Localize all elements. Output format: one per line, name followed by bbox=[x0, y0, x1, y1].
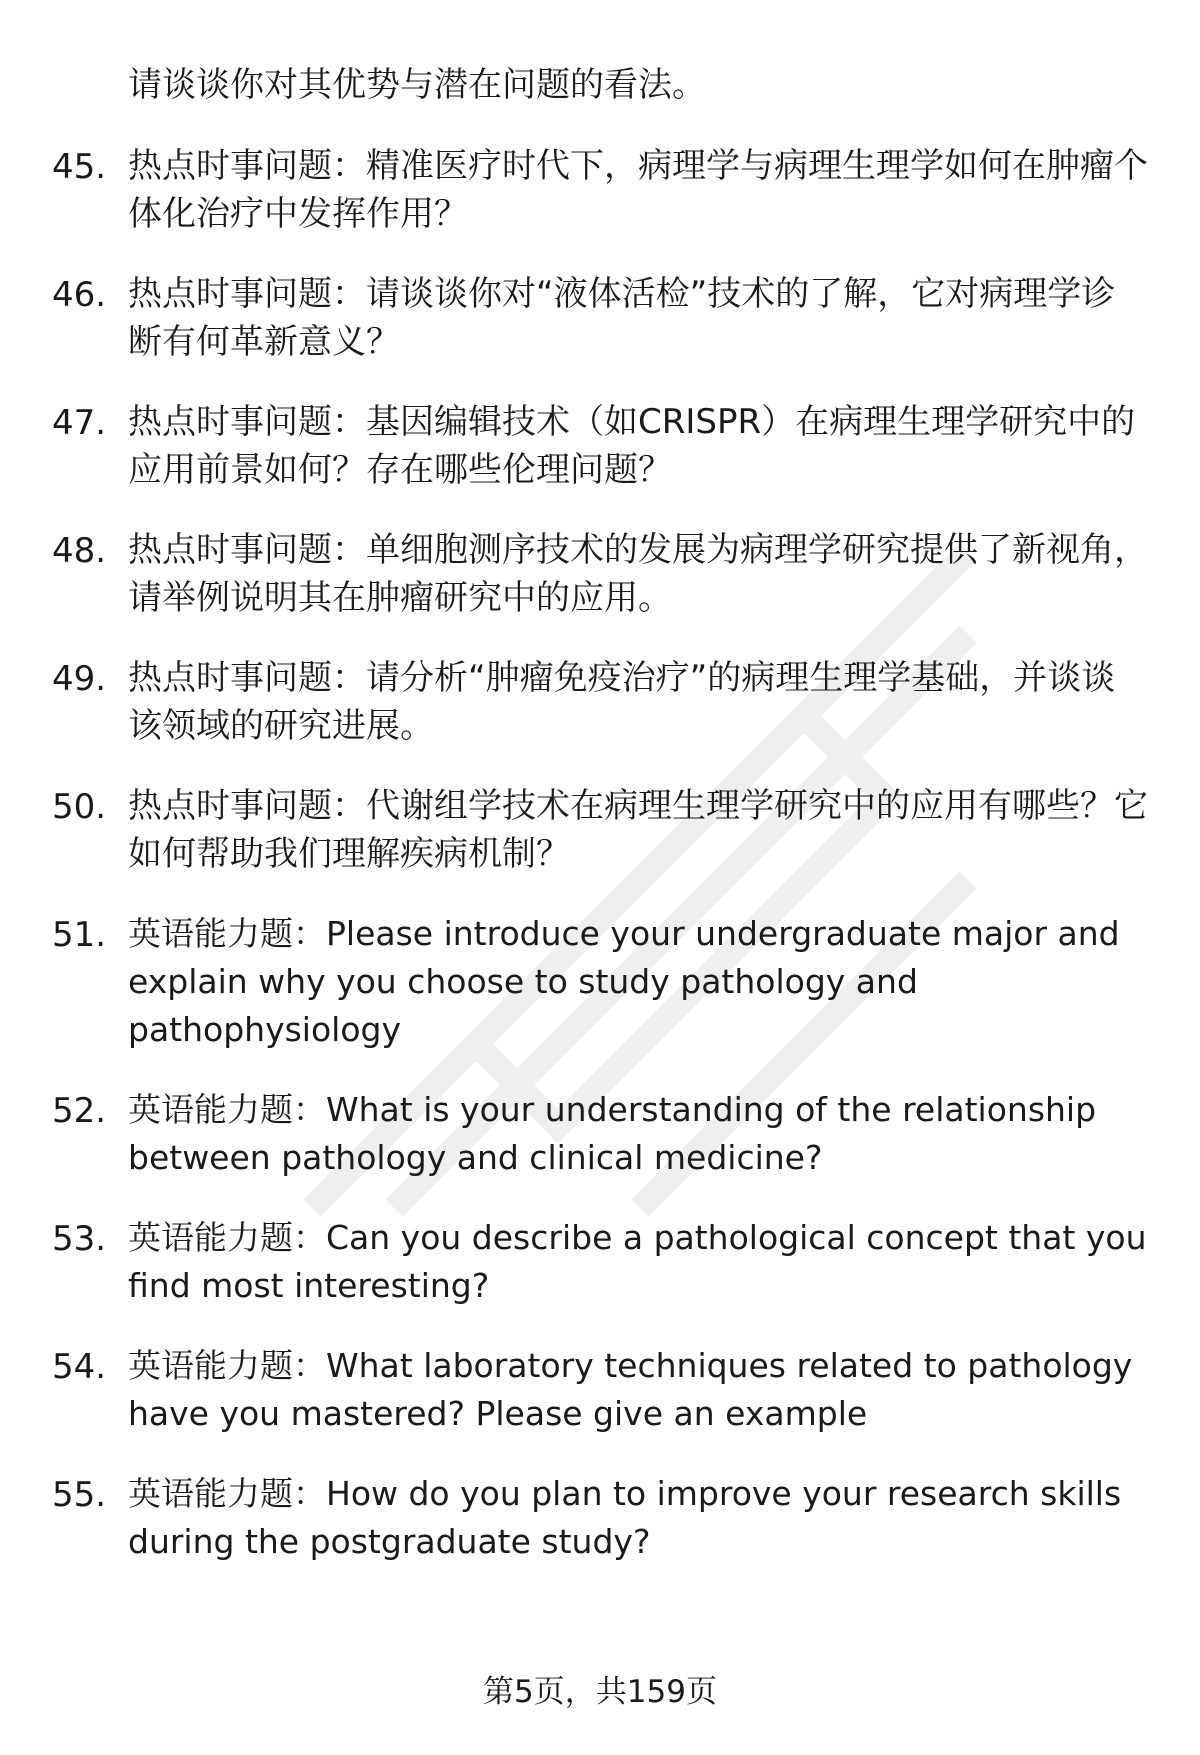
question-text: 热点时事问题：精准医疗时代下，病理学与病理生理学如何在肿瘤个体化治疗中发挥作用？ bbox=[128, 146, 1148, 234]
question-text: 英语能力题：Please introduce your undergraduate major and explain why you choose to study pathology and pathophysiology bbox=[128, 914, 1120, 1049]
question-item bbox=[0, 142, 1200, 238]
question-item bbox=[0, 270, 1200, 366]
question-text: 热点时事问题：单细胞测序技术的发展为病理学研究提供了新视角，请举例说明其在肿瘤研究中的应用。 bbox=[128, 530, 1148, 618]
question-number: 54. bbox=[52, 1347, 107, 1387]
question-number: 49. bbox=[52, 659, 107, 699]
question-item bbox=[0, 1214, 1200, 1310]
question-item bbox=[0, 654, 1200, 750]
question-number: 50. bbox=[52, 787, 107, 827]
question-item bbox=[0, 398, 1200, 494]
question-text: 英语能力题：What is your understanding of the relationship between pathology and clinical medicine? bbox=[128, 1090, 1097, 1177]
question-number: 51. bbox=[52, 915, 107, 955]
question-text: 热点时事问题：代谢组学技术在病理生理学研究中的应用有哪些？它如何帮助我们理解疾病机制？ bbox=[128, 786, 1148, 874]
continuation-text: 请谈谈你对其优势与潜在问题的看法。 bbox=[128, 65, 706, 105]
question-text: 英语能力题：How do you plan to improve your research skills during the postgraduate study? bbox=[128, 1474, 1122, 1561]
question-number: 45. bbox=[52, 147, 107, 187]
question-number: 53. bbox=[52, 1219, 107, 1259]
question-item bbox=[0, 1342, 1200, 1438]
question-text: 英语能力题：What laboratory techniques related to pathology have you mastered? Please give an example bbox=[128, 1346, 1133, 1433]
question-number: 55. bbox=[52, 1475, 107, 1515]
question-item bbox=[0, 910, 1200, 1054]
question-item bbox=[0, 1086, 1200, 1182]
question-number: 47. bbox=[52, 403, 107, 443]
question-number: 48. bbox=[52, 531, 107, 571]
question-text: 热点时事问题：请谈谈你对“液体活检”技术的了解，它对病理学诊断有何革新意义？ bbox=[128, 274, 1116, 362]
question-text: 英语能力题：Can you describe a pathological concept that you find most interesting? bbox=[128, 1218, 1147, 1305]
question-text: 热点时事问题：基因编辑技术（如CRISPR）在病理生理学研究中的应用前景如何？存在哪些伦理问题？ bbox=[128, 402, 1136, 490]
question-number: 46. bbox=[52, 275, 107, 315]
question-item bbox=[0, 782, 1200, 878]
page-footer: 第5页，共159页 bbox=[483, 1674, 717, 1710]
question-item bbox=[0, 526, 1200, 622]
question-list bbox=[0, 142, 1200, 1598]
question-text: 热点时事问题：请分析“肿瘤免疫治疗”的病理生理学基础，并谈谈该领域的研究进展。 bbox=[128, 658, 1116, 746]
question-item bbox=[0, 1470, 1200, 1566]
question-number: 52. bbox=[52, 1091, 107, 1131]
